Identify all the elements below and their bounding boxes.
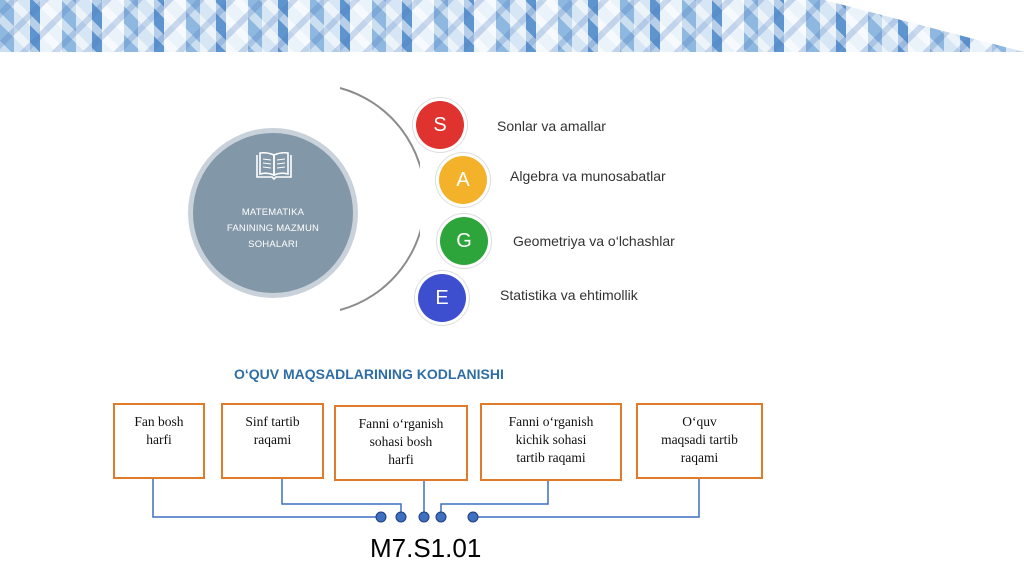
banner-corner-cut bbox=[824, 0, 1024, 52]
code-box-line: Fanni o‘rganish bbox=[508, 414, 594, 429]
connector-dot bbox=[396, 512, 406, 522]
connector-subdomain bbox=[441, 481, 548, 517]
domain-badge-a bbox=[439, 156, 487, 204]
code-box-grade bbox=[221, 403, 324, 479]
code-box-line: raqami bbox=[253, 432, 292, 447]
connector-dot bbox=[376, 512, 386, 522]
central-label-line: SOHALARI bbox=[248, 239, 298, 250]
domain-label: Algebra va munosabatlar bbox=[510, 168, 666, 184]
central-label bbox=[203, 205, 343, 253]
book-icon bbox=[255, 151, 293, 181]
domain-letter: G bbox=[456, 230, 472, 252]
domain-label: Geometriya va o‘lchashlar bbox=[513, 233, 675, 249]
code-box-line: O‘quv bbox=[682, 414, 717, 429]
code-example: M7.S1.01 bbox=[370, 533, 482, 563]
domain-badge-g bbox=[440, 217, 488, 265]
code-box-line: harfi bbox=[388, 452, 414, 467]
code-box-line: Fan bosh bbox=[134, 414, 184, 429]
code-box-line: sohasi bosh bbox=[369, 434, 433, 449]
codes-title: O‘QUV MAQSADLARINING KODLANISHI bbox=[234, 366, 504, 382]
code-box-domain bbox=[334, 405, 468, 481]
domain-letter: S bbox=[433, 114, 447, 136]
central-label-line: FANINING MAZMUN bbox=[226, 223, 320, 234]
domain-label: Sonlar va amallar bbox=[497, 118, 606, 134]
code-box-line: maqsadi tartib bbox=[661, 432, 738, 447]
code-box-objective bbox=[636, 403, 763, 479]
code-box-line: Sinf tartib bbox=[245, 414, 300, 429]
connector-dot bbox=[436, 512, 446, 522]
divider-arc bbox=[330, 85, 420, 315]
code-box-line: kichik sohasi bbox=[515, 432, 587, 447]
code-box-line: tartib raqami bbox=[516, 450, 586, 465]
connector-subject bbox=[153, 479, 381, 517]
code-box-subdomain bbox=[480, 403, 622, 481]
connector-dot bbox=[419, 512, 429, 522]
domain-letter: A bbox=[456, 169, 470, 191]
domain-label: Statistika va ehtimollik bbox=[500, 287, 638, 303]
central-circle bbox=[193, 133, 353, 293]
domain-badge-s bbox=[416, 101, 464, 149]
domain-badge-e bbox=[418, 274, 466, 322]
connector-objective bbox=[473, 479, 699, 517]
code-box-line: raqami bbox=[680, 450, 719, 465]
connector-dot bbox=[468, 512, 478, 522]
central-label-line: MATEMATIKA bbox=[241, 207, 305, 218]
connector-grade bbox=[282, 479, 401, 517]
code-box-line: harfi bbox=[146, 432, 172, 447]
code-box-line: Fanni o‘rganish bbox=[358, 416, 444, 431]
code-box-subject bbox=[113, 403, 205, 479]
domain-letter: E bbox=[435, 287, 449, 309]
